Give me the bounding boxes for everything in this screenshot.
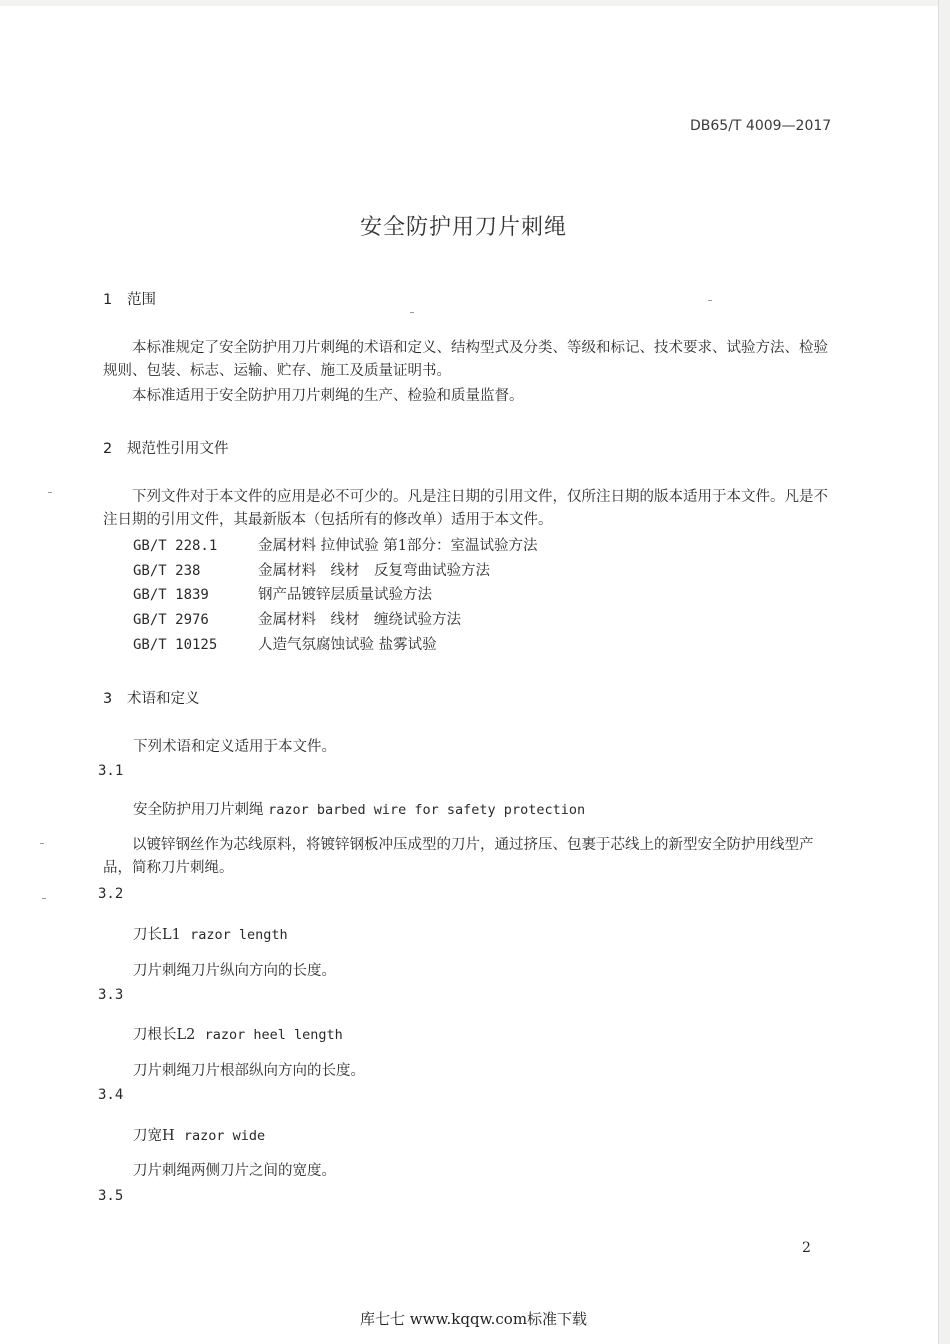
term-name: [133, 798, 585, 819]
section-1-heading: [103, 288, 156, 309]
term-name-en: razor heel length: [204, 1027, 343, 1043]
term-name-en: razor wide: [183, 1128, 266, 1144]
section-title: 范围: [127, 292, 156, 308]
term-name-cn: 刀根长L2: [133, 1027, 196, 1043]
section-number: 3: [103, 691, 113, 707]
reference-title: 人造气氛腐蚀试验 盐雾试验: [258, 637, 437, 653]
reference-code: GB/T 228.1: [133, 538, 218, 554]
scan-speck: [410, 312, 414, 313]
footer-watermark: 库七七 www.kqqw.com标准下载: [360, 1310, 588, 1328]
term-name-en: razor barbed wire for safety protection: [268, 802, 586, 818]
term-number: 3.5: [98, 1188, 124, 1204]
section-number: 2: [103, 441, 113, 457]
section-number: 1: [103, 292, 113, 308]
reference-code: GB/T 1839: [133, 587, 209, 603]
document-code: DB65/T 4009—2017: [690, 118, 832, 134]
term-name: [133, 1124, 265, 1145]
term-number: 3.2: [98, 886, 124, 902]
term-number: 3.4: [98, 1087, 124, 1103]
reference-title: 钢产品镀锌层质量试验方法: [258, 587, 432, 603]
scan-edge-right: [938, 0, 950, 1344]
scan-speck: [40, 843, 44, 844]
term-number: 3.3: [98, 987, 124, 1003]
term-name-cn: 刀宽H: [133, 1128, 175, 1144]
scan-speck: [708, 300, 712, 301]
section-title: 术语和定义: [127, 691, 200, 707]
reference-code: GB/T 238: [133, 563, 201, 579]
term-name-en: razor length: [190, 927, 288, 943]
term-name-cn: 刀长L1: [133, 927, 181, 943]
page-number: 2: [802, 1240, 811, 1256]
term-number: 3.1: [98, 763, 124, 779]
scan-speck: [48, 492, 52, 493]
section-3-intro: 下列术语和定义适用于本文件。: [133, 739, 336, 755]
term-name-cn: 安全防护用刀片刺绳: [133, 802, 264, 818]
reference-code: GB/T 10125: [133, 637, 218, 653]
term-name: [133, 923, 288, 944]
scan-speck: [42, 898, 46, 899]
section-2-heading: [103, 437, 229, 458]
term-definition: 刀片刺绳刀片根部纵向方向的长度。: [133, 1063, 365, 1079]
term-definition: 刀片刺绳两侧刀片之间的宽度。: [133, 1163, 336, 1179]
reference-code: GB/T 2976: [133, 612, 209, 628]
reference-title: 金属材料 线材 缠绕试验方法: [258, 612, 461, 628]
term-name: [133, 1023, 343, 1044]
page-title: 安全防护用刀片刺绳: [360, 215, 568, 240]
section-3-heading: [103, 687, 200, 708]
term-definition: 以镀锌钢丝作为芯线原料，将镀锌钢板冲压成型的刀片，通过挤压、包裹于芯线上的新型安全防护用线型产品，简称刀片刺绳。: [103, 837, 814, 876]
section-1-paragraph-2: 本标准适用于安全防护用刀片刺绳的生产、检验和质量监督。: [132, 388, 524, 404]
section-1-paragraph-1: 本标准规定了安全防护用刀片刺绳的术语和定义、结构型式及分类、等级和标记、技术要求、试验方法、检验规则、包装、标志、运输、贮存、施工及质量证明书。: [103, 340, 828, 379]
scan-edge-top: [0, 0, 950, 6]
reference-title: 金属材料 线材 反复弯曲试验方法: [258, 563, 490, 579]
section-title: 规范性引用文件: [127, 441, 229, 457]
term-definition: 刀片刺绳刀片纵向方向的长度。: [133, 963, 336, 979]
section-2-paragraph-1: 下列文件对于本文件的应用是必不可少的。凡是注日期的引用文件，仅所注日期的版本适用于本文件。凡是不注日期的引用文件，其最新版本（包括所有的修改单）适用于本文件。: [103, 489, 828, 528]
reference-title: 金属材料 拉伸试验 第1部分：室温试验方法: [258, 538, 538, 554]
